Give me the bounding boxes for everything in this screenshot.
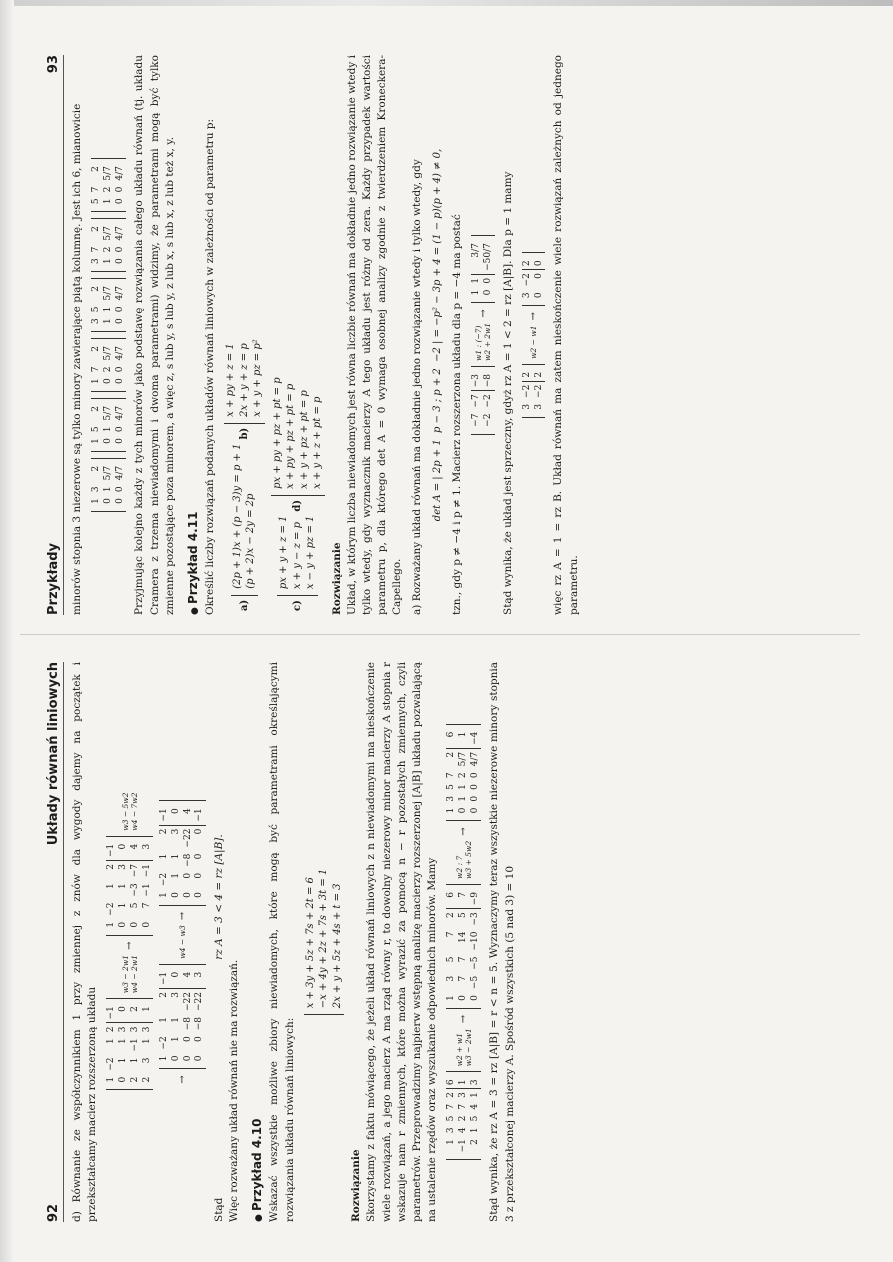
label-d: d) xyxy=(291,499,303,512)
matrix-cell: 1 xyxy=(102,318,113,324)
matrix-cell: 2 xyxy=(91,166,102,172)
matrix-cell: 3 xyxy=(141,1057,152,1064)
matrix-cell: 2 xyxy=(522,369,534,381)
matrix-cell: −3 xyxy=(471,371,483,391)
system-a: (2p + 1)x + (p − 3)y = p + 1 (p + 2)x − 2y = 2p xyxy=(231,444,258,596)
matrix-cell: 1 xyxy=(106,1076,117,1083)
right-page-header xyxy=(46,55,64,615)
rank-statement: rz A = 3 < 4 = rz [A|B]. xyxy=(212,834,225,960)
matrix-cell: −2 xyxy=(106,902,117,916)
matrix-cell: 0 xyxy=(118,1003,130,1023)
matrix-cell: 0 xyxy=(194,1055,205,1062)
matrix-cell: 4/7 xyxy=(114,226,125,241)
matrix-cell: 0 xyxy=(182,892,193,898)
matrix-cell: 4/7 xyxy=(114,346,125,361)
matrix-cell: 0 xyxy=(114,426,125,433)
matrix-q2 xyxy=(522,252,545,306)
example-4-11-title: ● Przykład 4.11 xyxy=(186,55,200,615)
matrix-cell: 1 xyxy=(91,498,102,504)
matrix-cell: 0 xyxy=(114,198,125,205)
matrix-cell: 4 xyxy=(458,1127,469,1134)
matrix-cell: −1 xyxy=(106,841,118,861)
matrix-cell: 6 xyxy=(446,889,458,909)
arrow-icon: → xyxy=(124,941,136,950)
matrix-cell: 5/7 xyxy=(102,226,113,241)
running-title: Układy równań liniowych xyxy=(46,662,61,846)
matrix-cell: 3 xyxy=(118,864,129,870)
matrix-cell: 0 xyxy=(102,438,113,444)
matrix-cell: 1 xyxy=(102,486,113,493)
matrix-cell: 3 xyxy=(522,403,533,410)
matrix-cell: 0 xyxy=(458,995,469,1001)
matrix-cell: 2 xyxy=(159,992,170,998)
minors-row xyxy=(91,55,126,615)
system-b: x + py + z = 1 2x + y + z = p x + y + pz = p² xyxy=(224,339,265,424)
matrix-cell: −4 xyxy=(470,729,482,749)
matrix-cell: 1 xyxy=(159,853,170,860)
matrix-cell: 2 xyxy=(106,864,117,870)
matrix-q1 xyxy=(522,364,545,418)
matrix-cell: −5 xyxy=(469,956,480,970)
matrix-cell: −22 xyxy=(194,992,205,1011)
matrix-cell: 2 xyxy=(446,912,457,918)
matrix-cell: 1 xyxy=(458,1076,470,1088)
matrix-cell: 5 xyxy=(458,912,469,918)
matrix-cell: 4 xyxy=(183,969,195,989)
matrix-cell: 3 xyxy=(142,841,154,861)
matrix-cell: 0 xyxy=(483,277,494,284)
matrix-cell: 1 xyxy=(118,883,129,890)
page-number-92: 92 xyxy=(46,1203,61,1222)
matrix-cell: 2 xyxy=(106,1026,117,1033)
matrix-cell: 6 xyxy=(446,1076,458,1088)
matrix-cell: −2 xyxy=(159,872,170,887)
matrix-cell: 2 xyxy=(102,246,113,253)
matrix-cell: 1 xyxy=(118,1057,129,1064)
matrix-cell: 7 xyxy=(458,956,469,963)
system-4-10 xyxy=(304,662,345,1222)
matrix-cell: −2 xyxy=(522,384,533,398)
matrix-cell: 2 xyxy=(522,257,534,269)
arrow-icon: → xyxy=(458,1014,470,1024)
matrix-cell: 1 xyxy=(142,1003,154,1023)
example-4-10-text: Wskazać wszystkie możliwe zbiory niewiadomych, które mogą być parametrami określającymi rozwiązania układu równań liniowych: xyxy=(268,662,296,1222)
matrix-cell: 4/7 xyxy=(114,286,125,301)
matrix-cell: 3 xyxy=(522,292,533,299)
matrix-cell: 2 xyxy=(446,751,457,758)
matrix-cell: 0 xyxy=(114,306,125,313)
matrix-cell: 1 xyxy=(170,872,181,879)
matrix-cell: 0 xyxy=(533,292,544,299)
matrix-cell: 1 xyxy=(102,426,113,433)
det-formula: det A = | 2p + 1 p − 3 ; p + 2 −2 | = −p² − 3p + 4 = (1 − p)(p + 4) ≠ 0, xyxy=(431,148,443,522)
matrix-cell: 2 xyxy=(458,772,469,779)
matrix-cell: 3 xyxy=(91,486,102,493)
row-operations: w2 + w1 w3 − 2w1 xyxy=(454,1028,473,1067)
matrix-cell: 5/7 xyxy=(102,405,113,421)
matrix-cell: −22 xyxy=(182,992,193,1011)
matrix-cell: 0 xyxy=(469,784,480,790)
matrix-cell: −9 xyxy=(470,889,482,909)
matrix-cell: 0 xyxy=(469,995,480,1001)
matrix-cell: 0 xyxy=(170,892,181,898)
matrix-cell: −1 xyxy=(159,969,171,989)
scan-left-edge xyxy=(0,0,14,1262)
system-d: px + py + pz + pt = p x + py + pz + pt = p x + y + pz + pt = p x + y + z + pt = p xyxy=(271,377,325,496)
matrix-chain-d xyxy=(106,662,153,1222)
matrix-cell: 0 xyxy=(114,486,125,493)
matrix-cell: 1 xyxy=(159,1055,170,1062)
matrix-cell: 1 xyxy=(106,921,117,928)
matrix-cell: 2 xyxy=(91,405,102,412)
minor-1 xyxy=(91,458,126,512)
conclusion: Więc rozważany układ równań nie ma rozwiązań. xyxy=(228,959,241,1222)
matrix-cell: 1 xyxy=(458,729,470,749)
matrix-cell: 0 xyxy=(194,892,205,898)
right-page xyxy=(46,55,586,615)
matrix-cell: 3 xyxy=(91,258,102,265)
matrix-cell: −2 xyxy=(533,384,544,398)
matrix-cell: 2 xyxy=(469,1139,480,1145)
matrix-cell: 5/7 xyxy=(102,166,113,181)
page-fold xyxy=(20,634,860,635)
matrix-cell: 1 xyxy=(446,807,457,814)
arrow-icon: → xyxy=(477,309,489,318)
matrix-cell: 4/7 xyxy=(114,166,125,181)
row-operations: w4 − w3 xyxy=(178,925,188,959)
matrix-p1 xyxy=(471,366,494,435)
matrix-cell: 5 xyxy=(129,902,140,909)
final-text-right: więc rz A = 1 = rz B. Układ równań ma zatem nieskończenie wiele rozwiązań zależnych od jednego parametru. xyxy=(552,55,580,615)
minor-2 xyxy=(91,398,126,452)
matrix-cell: 5 xyxy=(469,1115,480,1122)
matrix-cell: 2 xyxy=(458,1115,469,1122)
matrix-cell: 14 xyxy=(458,931,469,943)
matrix-cell: 0 xyxy=(194,1036,205,1043)
matrix-cell: 1 xyxy=(159,1017,170,1023)
minor-text: minorów stopnia 3 niezerowe są tylko minory zawierające piątą kolumnę. Jest ich 6, mianowicie xyxy=(71,103,83,615)
matrix-cell: −1 xyxy=(106,1003,118,1023)
matrix-cell: −1 xyxy=(458,1139,469,1153)
matrix-cell: 0 xyxy=(114,318,125,324)
matrix-cell: 0 xyxy=(114,246,125,253)
matrix-e1 xyxy=(446,1071,481,1160)
matrix-e3 xyxy=(446,724,481,822)
part-a-text: a) Rozważany układ równań ma dokładnie jedno rozwiązanie wtedy i tylko wtedy, gdy xyxy=(410,159,423,615)
matrix-cell: 0 xyxy=(141,921,152,928)
matrix-cell: 2 xyxy=(102,186,113,193)
minor-4 xyxy=(91,278,126,332)
matrix-cell: 0 xyxy=(114,186,125,193)
matrix-cell: 5 xyxy=(446,1115,457,1122)
row-operations: w2 : 7 w3 + 5w2 xyxy=(454,840,473,879)
matrix-cell: 0 xyxy=(182,1036,193,1043)
matrix-cell: 0 xyxy=(129,921,140,928)
matrix-d2 xyxy=(106,836,153,936)
matrix-cell: 0 xyxy=(170,1055,181,1062)
row-operations: w1 : (−7) w2 + 2w1 xyxy=(474,322,493,361)
arrow-icon: → xyxy=(177,1075,189,1084)
systems-cd xyxy=(271,55,325,615)
example-4-10-title: ● Przykład 4.10 xyxy=(250,662,264,1222)
arrow-icon: → xyxy=(177,911,189,921)
matrix-cell: 5 xyxy=(446,956,457,963)
matrix-cell: 1 xyxy=(91,378,102,384)
matrix-cell: 2 xyxy=(130,1003,142,1023)
matrix-cell: 5/7 xyxy=(102,346,113,361)
page-number-93: 93 xyxy=(46,55,61,74)
system-4-10-lines: x + 3y + 5z + 7s + 2t = 6 −x + 4y + 2z + 7s + 3t = 1 2x + y + 5z + 4s + t = 3 xyxy=(304,869,345,1016)
matrix-chain-d2 xyxy=(159,662,206,1222)
matrix-cell: 1 xyxy=(469,1127,480,1134)
matrix-cell: 1 xyxy=(102,306,113,313)
matrix-e2 xyxy=(446,884,481,1009)
solution-text-right: Układ, w którym liczba niewiadomych jest równa liczbie równań ma dokładnie jedno rozwiązanie wtedy i tylko wtedy, gdy wyznacznik macierzy A tego układu jest różny od zera. Każdy przypadek wartości parametru p, dla którego det A = 0 wymaga osobnej analizy zgodnie z twierdzeniem Kroneckera-Capellego. xyxy=(345,55,404,615)
matrix-cell: 3 xyxy=(470,1076,482,1088)
matrix-cell: 1 xyxy=(106,883,117,890)
matrix-cell: −7 xyxy=(471,394,482,408)
matrix-cell: −8 xyxy=(182,1017,193,1031)
matrix-cell: 7 xyxy=(458,975,469,982)
matrix-cell: −2 xyxy=(522,273,533,287)
matrix-cell: 5/7 xyxy=(102,465,113,481)
matrix-cell: −2 xyxy=(159,1036,170,1050)
matrix-chain-q xyxy=(522,55,545,615)
row-operations: w2 − w1 xyxy=(529,325,539,359)
matrix-cell: 1 xyxy=(170,1036,181,1043)
matrix-cell: −1 xyxy=(129,1038,140,1052)
matrix-cell: −10 xyxy=(469,931,480,951)
matrix-cell: −50/7 xyxy=(483,240,495,274)
arrow-icon: → xyxy=(458,827,470,836)
matrix-cell: 7 xyxy=(91,186,102,193)
matrix-cell: 0 xyxy=(182,872,193,879)
section-title: Przykłady xyxy=(46,542,61,615)
matrix-cell: 3 xyxy=(458,1092,469,1098)
matrix-cell: 0 xyxy=(534,257,546,269)
matrix-cell: −8 xyxy=(194,1017,205,1031)
matrix-cell: 0 xyxy=(194,853,205,860)
matrix-cell: 0 xyxy=(114,378,125,384)
matrix-cell: 3 xyxy=(91,318,102,324)
matrix-cell: 7 xyxy=(91,246,102,253)
matrix-cell: 4 xyxy=(130,841,142,861)
matrix-cell: 2 xyxy=(91,226,102,232)
matrix-cell: 6 xyxy=(446,729,458,749)
minor-3 xyxy=(91,338,126,392)
matrix-chain-p xyxy=(471,55,494,615)
matrix-cell: 1 xyxy=(471,277,482,284)
matrix-cell: −8 xyxy=(483,371,495,391)
systems-ab xyxy=(224,55,265,615)
example-4-11-text: Określić liczby rozwiązań podanych układów równań liniowych w zależności od parametru p: xyxy=(203,118,216,615)
matrix-cell: −1 xyxy=(141,883,152,897)
matrix-chain-e xyxy=(446,662,481,1222)
minor-6 xyxy=(91,158,126,212)
row-operations: w3 − 2w1 w4 − 2w1 xyxy=(120,954,139,994)
matrix-cell: 0 xyxy=(118,921,129,928)
matrix-cell: 3 xyxy=(194,969,206,989)
matrix-cell: 0 xyxy=(102,378,113,384)
matrix-cell: 2 xyxy=(129,1076,140,1083)
matrix-cell: 3 xyxy=(170,828,181,835)
matrix-cell: 2 xyxy=(91,346,102,352)
matrix-cell: 0 xyxy=(469,807,480,814)
matrix-cell: 4/7 xyxy=(114,465,125,481)
matrix-cell: 3 xyxy=(170,992,181,998)
matrix-cell: −2 xyxy=(483,394,494,408)
matrix-cell: 0 xyxy=(102,498,113,504)
matrix-cell: 4/7 xyxy=(469,751,480,767)
matrix-cell: 1 xyxy=(458,784,469,790)
system-c: px + y + z = 1 x + y − z = p x − y + pz = 1 xyxy=(277,516,318,597)
matrix-cell: 1 xyxy=(446,1139,457,1145)
matrix-cell: 4 xyxy=(183,805,195,825)
matrix-cell: 3 xyxy=(446,975,457,982)
matrix-cell: 0 xyxy=(114,438,125,444)
matrix-d1 xyxy=(106,998,153,1090)
matrix-cell: 0 xyxy=(171,805,183,825)
matrix-cell: 5 xyxy=(446,784,457,790)
scan-top-edge xyxy=(0,0,893,6)
final-text-left: Stąd wynika, że rz A = 3 = rz [A|B] = r < n = 5. Wyznaczymy teraz wszystkie niezerowe minory stopnia 3 z przekształconej macierzy A. Spośród wszystkich (5 nad 3) = 10 xyxy=(488,662,516,1222)
matrix-cell: 3 xyxy=(533,403,544,410)
solution-text-left: Skorzystamy z faktu mówiącego, że jeżeli układ równań liniowych z n niewiadomymi ma nieskończenie wiele rozwiązań, a jego macierz A ma rząd równy r, to dowolny niezerowy minor macierzy A stopnia r wskazuje nam r zmiennych, które można wyrazić za pomocą n − r pozostałych zmiennych, czyli parametrów. Przeprowadzimy najpierw wstępną analizę macierzy rozszerzonej [A|B] układu pozwalającą na ustalenie rzędów oraz wyszukanie odpowiednich minorów. Mamy xyxy=(365,662,439,1222)
minor-5 xyxy=(91,218,126,272)
matrix-cell: 5 xyxy=(91,426,102,433)
matrix-cell: 2 xyxy=(91,465,102,472)
matrix-cell: 0 xyxy=(114,258,125,265)
matrix-cell: 3 xyxy=(446,1127,457,1134)
matrix-cell: 3 xyxy=(129,1026,140,1033)
matrix-cell: 1 xyxy=(446,995,457,1001)
arrow-icon: → xyxy=(528,312,540,321)
matrix-cell: 0 xyxy=(114,366,125,373)
matrix-cell: 1 xyxy=(170,853,181,860)
matrix-cell: −7 xyxy=(471,413,482,427)
matrix-cell: 2 xyxy=(141,1076,152,1083)
matrix-cell: −5 xyxy=(469,975,480,990)
matrix-cell: 1 xyxy=(106,1038,117,1044)
matrix-cell: 0 xyxy=(182,1055,193,1062)
label-c: c) xyxy=(291,600,303,611)
left-page-header xyxy=(46,662,64,1222)
matrix-cell: 5 xyxy=(91,306,102,313)
matrix-cell: 7 xyxy=(446,931,457,938)
matrix-cell: 4/7 xyxy=(114,405,125,421)
matrix-cell: 1 xyxy=(141,1038,152,1044)
matrix-cell: 2 xyxy=(534,369,546,381)
matrix-cell: 7 xyxy=(458,1103,469,1110)
matrix-cell: 0 xyxy=(469,772,480,779)
matrix-cell: 0 xyxy=(483,289,494,296)
matrix-d4 xyxy=(159,800,206,906)
matrix-cell: 0 xyxy=(171,969,183,989)
matrix-cell: 1 xyxy=(458,795,469,802)
row-operations: w3 − 5w2 w4 − 7w2 xyxy=(120,792,139,831)
matrix-d3 xyxy=(159,964,206,1070)
matrix-cell: 3/7 xyxy=(471,240,483,274)
matrix-cell: 1 xyxy=(159,892,170,898)
matrix-cell: −1 xyxy=(194,805,206,825)
matrix-cell: 1 xyxy=(469,1092,480,1098)
matrix-cell: 7 xyxy=(458,889,470,909)
solution-heading-left: Rozwiązanie xyxy=(350,1149,363,1222)
matrix-cell: 0 xyxy=(533,273,544,279)
tzn-text: tzn., gdy p ≠ −4 i p ≠ 1. Macierz rozszerzona układu dla p = −4 ma postać xyxy=(451,214,464,615)
matrix-cell: 1 xyxy=(170,1017,181,1023)
matrix-cell: −22 xyxy=(182,828,193,848)
matrix-cell: 2 xyxy=(159,828,170,835)
matrix-cell: 0 xyxy=(194,872,205,879)
matrix-cell: 1 xyxy=(102,258,113,265)
matrix-cell: 1 xyxy=(102,198,113,205)
matrix-cell: 0 xyxy=(469,795,480,802)
matrix-cell: 7 xyxy=(141,902,152,909)
matrix-cell: 1 xyxy=(471,289,482,296)
matrix-cell: 0 xyxy=(114,498,125,504)
matrix-cell: 0 xyxy=(118,841,130,861)
matrix-cell: −7 xyxy=(129,864,140,878)
matrix-cell: 0 xyxy=(194,828,205,835)
matrix-cell: 3 xyxy=(446,795,457,802)
label-a: a) xyxy=(238,599,250,611)
matrix-cell: −3 xyxy=(469,912,480,926)
matrix-cell: 1 xyxy=(118,902,129,909)
left-page xyxy=(46,662,522,1222)
intro-d: d) Równanie ze współczynnikiem 1 przy zmiennej z znów dla wygody dajemy na początek i przekształcamy macierz rozszerzoną układu xyxy=(71,662,99,1222)
matrix-cell: 7 xyxy=(446,1103,457,1110)
matrix-cell: 2 xyxy=(446,1092,457,1098)
matrix-cell: −1 xyxy=(159,805,171,825)
stad-label: Stąd xyxy=(212,1197,225,1222)
solution-heading-right: Rozwiązanie xyxy=(330,542,343,615)
minors-text: Przyjmując kolejno każdy z tych minorów jako podstawę rozwiązania całego układu równań (tj. układu Cramera z trzema niewiadomymi i dwoma parametrami) widzimy, że parametrami mogą być tylko zmienne pozostające poza minorem, a więc z, s lub y, s lub y, z lub x, s lub x, z lub też x, y. xyxy=(133,55,176,615)
matrix-cell: 2 xyxy=(91,286,102,292)
matrix-cell: −3 xyxy=(129,883,140,897)
matrix-cell: 3 xyxy=(141,1026,152,1033)
matrix-cell: −2 xyxy=(106,1057,117,1071)
matrix-cell: 7 xyxy=(446,772,457,779)
matrix-cell: 0 xyxy=(118,1076,129,1083)
matrix-cell: 1 xyxy=(118,1038,129,1044)
matrix-p2 xyxy=(471,235,494,303)
matrix-cell: 0 xyxy=(458,807,469,814)
after-text: Stąd wynika, że układ jest sprzeczny, gdyż rz A = 1 < 2 = rz [A|B]. Dla p = 1 mamy xyxy=(501,171,514,615)
matrix-cell: 5/7 xyxy=(102,286,113,301)
matrix-cell: 5/7 xyxy=(458,751,469,767)
matrix-cell: 7 xyxy=(91,366,102,373)
matrix-cell: −1 xyxy=(141,864,152,878)
matrix-cell: 5 xyxy=(91,198,102,205)
matrix-cell: 1 xyxy=(91,438,102,444)
label-b: b) xyxy=(238,427,250,440)
matrix-cell: 4 xyxy=(469,1103,480,1110)
matrix-cell: −8 xyxy=(182,853,193,867)
matrix-cell: 2 xyxy=(102,366,113,373)
matrix-cell: −2 xyxy=(483,413,494,427)
matrix-cell: 3 xyxy=(118,1026,129,1033)
matrix-cell: 1 xyxy=(129,1057,140,1064)
